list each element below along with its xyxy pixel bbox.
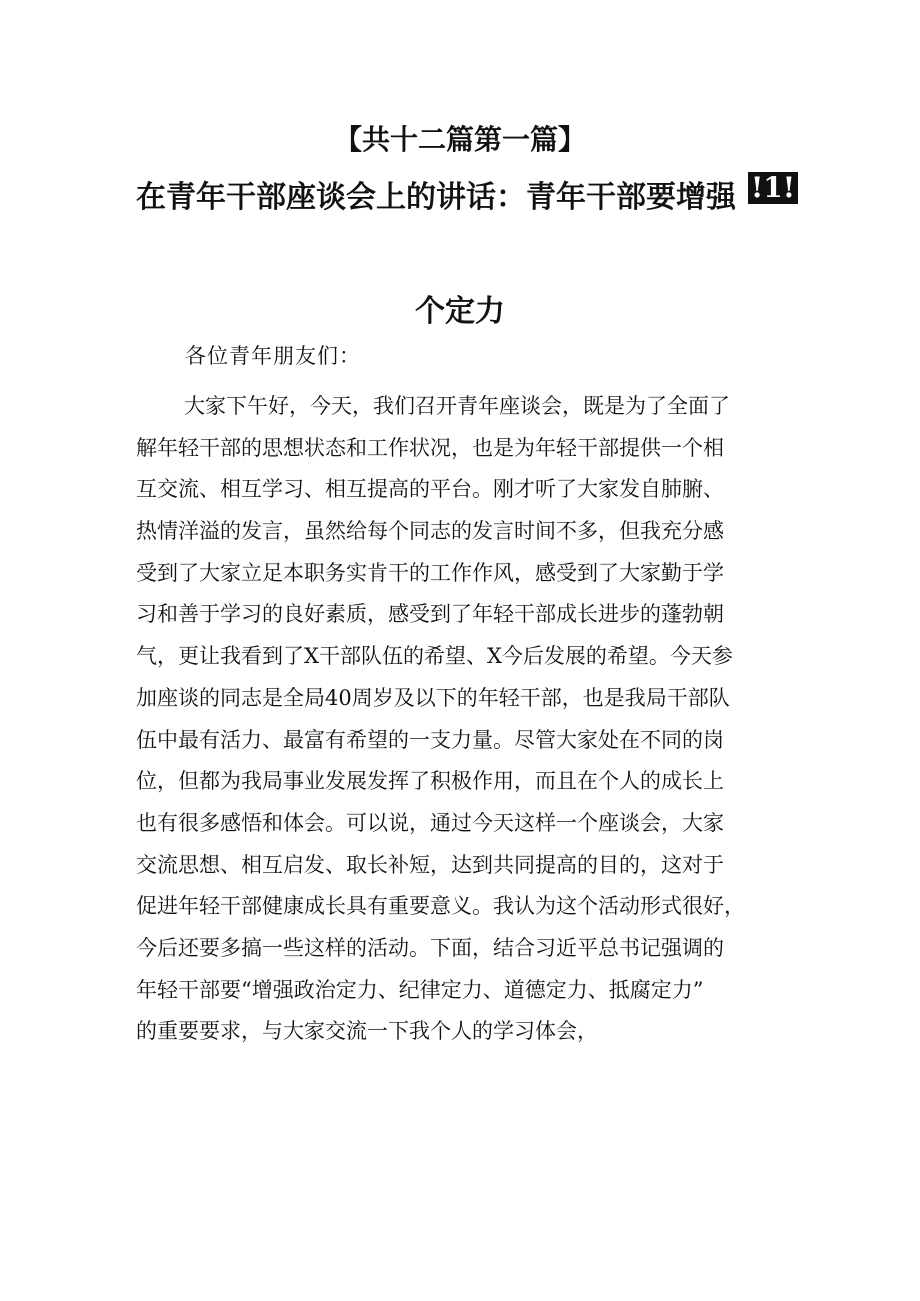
paragraph-line: 解年轻干部的思想状态和工作状况，也是为年轻干部提供一个相 (136, 435, 724, 460)
paragraph-line: 热情洋溢的发言，虽然给每个同志的发言时间不多，但我充分感 (136, 519, 724, 544)
paragraph-line: 气，更让我看到了X干部队伍的希望、X今后发展的希望。今天参 (136, 644, 733, 669)
paragraph-line: 也有很多感悟和体会。可以说，通过今天这样一个座谈会，大家 (136, 810, 724, 835)
title-line-2: 个定力 (415, 294, 505, 329)
paragraph-line: 交流思想、相互启发、取长补短，达到共同提高的目的，这对于 (136, 852, 724, 877)
series-heading: 【共十二篇第一篇】 (333, 123, 586, 156)
paragraph-line: 位，但都为我局事业发展发挥了积极作用，而且在个人的成长上 (136, 769, 724, 794)
paragraph-line: 今后还要多搞一些这样的活动。下面，结合习近平总书记强调的 (136, 935, 724, 960)
paragraph-line: 互交流、相互学习、相互提高的平台。刚才听了大家发自肺腑、 (136, 477, 724, 502)
title-mark: !1! (748, 172, 798, 204)
body-paragraph (136, 386, 796, 1053)
paragraph-line: 习和善于学习的良好素质，感受到了年轻干部成长进步的蓬勃朝 (136, 602, 724, 627)
paragraph-line: 年轻干部要“增强政治定力、纪律定力、道德定力、抵腐定力” (136, 977, 704, 1002)
title-line-1: 在青年干部座谈会上的讲话：青年干部要增强 (136, 180, 736, 215)
paragraph-line: 加座谈的同志是全局40周岁及以下的年轻干部，也是我局干部队 (136, 685, 730, 710)
paragraph-line: 的重要要求，与大家交流一下我个人的学习体会， (136, 1019, 598, 1044)
paragraph-line: 促进年轻干部健康成长具有重要意义。我认为这个活动形式很好， (136, 894, 745, 919)
paragraph-line: 大家下午好，今天，我们召开青年座谈会，既是为了全面了 (184, 394, 730, 418)
paragraph-line: 伍中最有活力、最富有希望的一支力量。尽管大家处在不同的岗 (136, 727, 724, 752)
salutation: 各位青年朋友们： (185, 344, 361, 368)
paragraph-line: 受到了大家立足本职务实肯干的工作作风，感受到了大家勤于学 (136, 560, 724, 585)
